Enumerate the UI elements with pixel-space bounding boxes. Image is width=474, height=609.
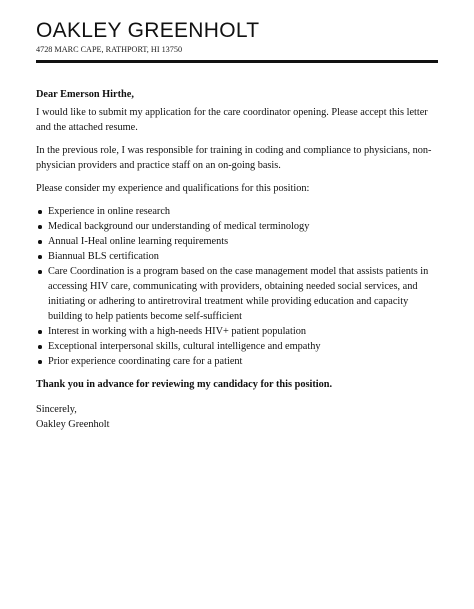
list-item: Biannual BLS certification xyxy=(48,249,440,264)
qualifications-intro: Please consider my experience and qualifications for this position: xyxy=(36,183,310,194)
intro-paragraph: I would like to submit my application for the care coordinator opening. Please accept this letter and the attached resume. xyxy=(36,107,428,133)
closing: Sincerely, xyxy=(36,404,77,415)
letter-body xyxy=(36,87,440,432)
thank-you-line: Thank you in advance for reviewing my candidacy for this position. xyxy=(36,379,333,390)
salutation: Dear Emerson Hirthe, xyxy=(36,89,134,100)
letter-header xyxy=(36,18,438,55)
list-item: Care Coordination is a program based on the case management model that assists patients in accessing HIV care, communicating with providers, obtaining needed social services, and initiating or adhering to antiretroviral treatment while providing education and capacity building to help patients become self-sufficient xyxy=(48,264,440,324)
list-item: Interest in working with a high-needs HIV+ patient population xyxy=(48,324,440,339)
list-item: Experience in online research xyxy=(48,204,440,219)
list-item: Medical background our understanding of medical terminology xyxy=(48,219,440,234)
applicant-address: 4728 MARC CAPE, RATHPORT, HI 13750 xyxy=(36,45,183,54)
header-divider xyxy=(36,60,438,63)
qualifications-list xyxy=(36,204,440,369)
signature-name: Oakley Greenholt xyxy=(36,419,110,430)
list-item: Exceptional interpersonal skills, cultural intelligence and empathy xyxy=(48,339,440,354)
experience-paragraph: In the previous role, I was responsible for training in coding and compliance to physicians, non-physician providers and practice staff on an on-going basis. xyxy=(36,145,432,171)
list-item: Annual I-Heal online learning requirements xyxy=(48,234,440,249)
applicant-name: OAKLEY GREENHOLT xyxy=(36,19,260,42)
list-item: Prior experience coordinating care for a patient xyxy=(48,354,440,369)
